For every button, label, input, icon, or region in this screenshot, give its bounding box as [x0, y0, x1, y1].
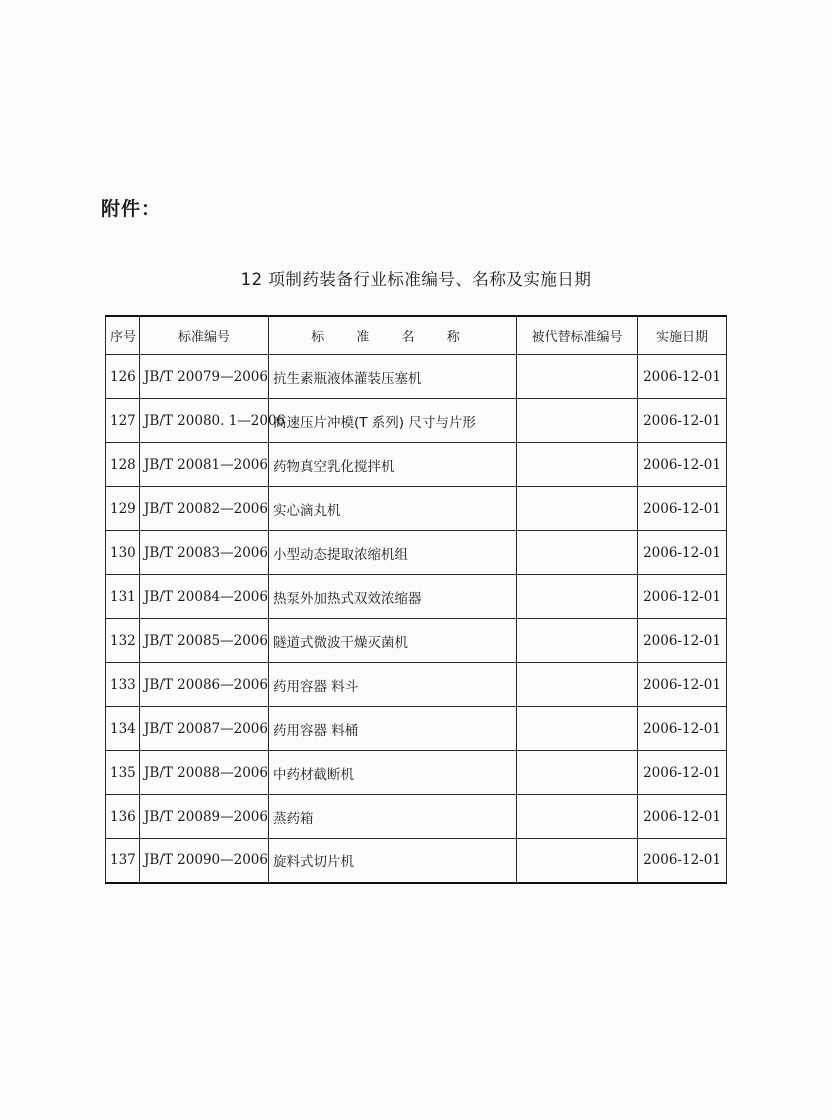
row-effective-date: 2006-12-01 — [638, 751, 727, 795]
row-seq: 129 — [106, 487, 140, 531]
row-seq: 130 — [106, 531, 140, 575]
document-title: 12 项制药装备行业标准编号、名称及实施日期 — [240, 270, 592, 289]
standards-table — [105, 315, 727, 884]
row-standard-code: JB/T 20082—2006 — [140, 487, 269, 531]
row-standard-name: 药物真空乳化搅拌机 — [269, 443, 517, 487]
row-replaced-code — [517, 839, 638, 883]
row-standard-name: 隧道式微波干燥灭菌机 — [269, 619, 517, 663]
row-standard-name: 药用容器 料斗 — [269, 663, 517, 707]
row-replaced-code — [517, 663, 638, 707]
table-row — [106, 663, 727, 707]
row-seq: 128 — [106, 443, 140, 487]
table-row — [106, 487, 727, 531]
header-date: 实施日期 — [638, 316, 727, 355]
row-replaced-code — [517, 707, 638, 751]
row-seq: 132 — [106, 619, 140, 663]
row-replaced-code — [517, 751, 638, 795]
header-code: 标准编号 — [140, 316, 269, 355]
row-effective-date: 2006-12-01 — [638, 531, 727, 575]
row-seq: 135 — [106, 751, 140, 795]
table-row — [106, 575, 727, 619]
row-seq: 134 — [106, 707, 140, 751]
header-seq: 序号 — [106, 316, 140, 355]
table-row — [106, 443, 727, 487]
row-effective-date: 2006-12-01 — [638, 707, 727, 751]
row-standard-code: JB/T 20083—2006 — [140, 531, 269, 575]
row-effective-date: 2006-12-01 — [638, 575, 727, 619]
row-standard-code: JB/T 20081—2006 — [140, 443, 269, 487]
row-seq: 136 — [106, 795, 140, 839]
table-row — [106, 795, 727, 839]
row-effective-date: 2006-12-01 — [638, 839, 727, 883]
row-effective-date: 2006-12-01 — [638, 355, 727, 399]
row-effective-date: 2006-12-01 — [638, 487, 727, 531]
row-standard-code: JB/T 20086—2006 — [140, 663, 269, 707]
row-standard-name: 热泵外加热式双效浓缩器 — [269, 575, 517, 619]
row-standard-code: JB/T 20087—2006 — [140, 707, 269, 751]
row-effective-date: 2006-12-01 — [638, 795, 727, 839]
table-row — [106, 355, 727, 399]
row-replaced-code — [517, 531, 638, 575]
row-standard-code: JB/T 20090—2006 — [140, 839, 269, 883]
row-standard-name: 抗生素瓶液体灌装压塞机 — [269, 355, 517, 399]
row-standard-name: 高速压片冲模(T 系列) 尺寸与片形 — [269, 399, 517, 443]
table-header-row — [106, 316, 727, 355]
header-replaced: 被代替标准编号 — [517, 316, 638, 355]
table-row — [106, 399, 727, 443]
row-replaced-code — [517, 443, 638, 487]
row-replaced-code — [517, 355, 638, 399]
row-seq: 127 — [106, 399, 140, 443]
row-standard-name: 中药材截断机 — [269, 751, 517, 795]
row-effective-date: 2006-12-01 — [638, 619, 727, 663]
row-standard-code: JB/T 20088—2006 — [140, 751, 269, 795]
attachment-heading: 附件： — [101, 198, 162, 220]
row-seq: 131 — [106, 575, 140, 619]
row-replaced-code — [517, 575, 638, 619]
row-standard-code: JB/T 20080. 1—2006 — [140, 399, 269, 443]
row-replaced-code — [517, 795, 638, 839]
table-row — [106, 839, 727, 883]
table-row — [106, 531, 727, 575]
row-effective-date: 2006-12-01 — [638, 663, 727, 707]
row-replaced-code — [517, 619, 638, 663]
table-row — [106, 707, 727, 751]
row-standard-name: 旋料式切片机 — [269, 839, 517, 883]
row-standard-name: 蒸药箱 — [269, 795, 517, 839]
table-row — [106, 619, 727, 663]
row-seq: 133 — [106, 663, 140, 707]
row-standard-code: JB/T 20079—2006 — [140, 355, 269, 399]
table-row — [106, 751, 727, 795]
row-standard-code: JB/T 20085—2006 — [140, 619, 269, 663]
row-effective-date: 2006-12-01 — [638, 443, 727, 487]
row-standard-name: 实心滴丸机 — [269, 487, 517, 531]
row-standard-code: JB/T 20084—2006 — [140, 575, 269, 619]
row-replaced-code — [517, 399, 638, 443]
row-seq: 126 — [106, 355, 140, 399]
row-effective-date: 2006-12-01 — [638, 399, 727, 443]
row-replaced-code — [517, 487, 638, 531]
header-name: 标 准 名 称 — [269, 316, 517, 355]
row-seq: 137 — [106, 839, 140, 883]
row-standard-name: 小型动态提取浓缩机组 — [269, 531, 517, 575]
row-standard-code: JB/T 20089—2006 — [140, 795, 269, 839]
row-standard-name: 药用容器 料桶 — [269, 707, 517, 751]
